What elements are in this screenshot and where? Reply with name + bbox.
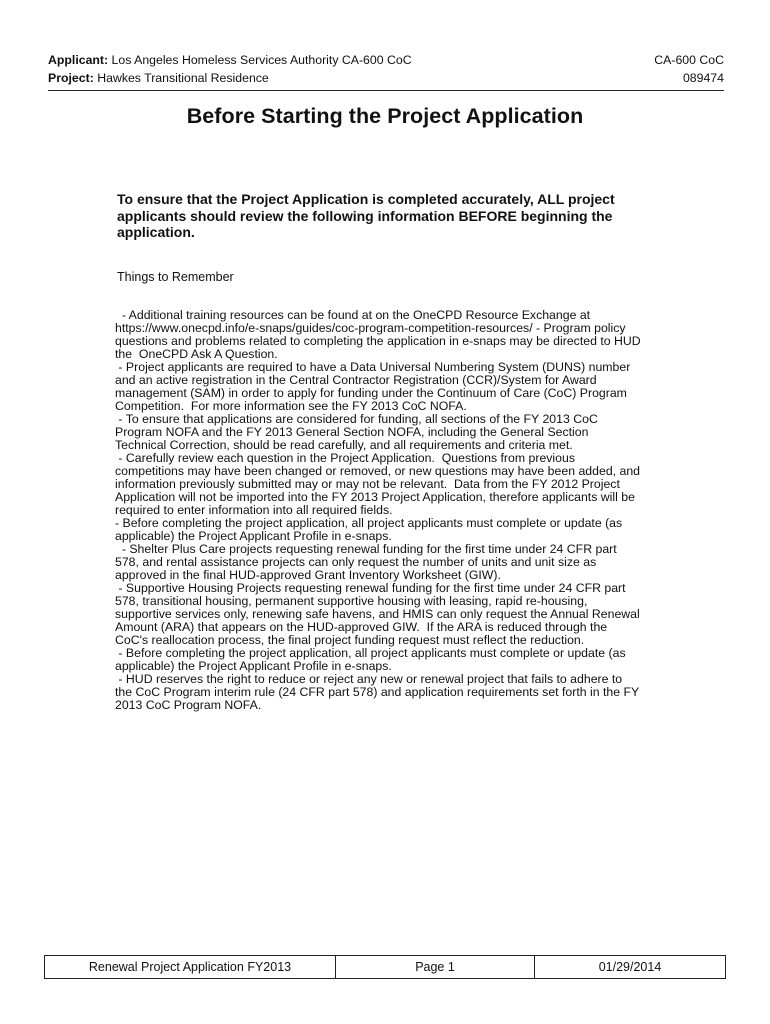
body-line: 578, transitional housing, permanent supportive housing with leasing, rapid re-housing, <box>115 594 588 608</box>
project-number: 089474 <box>682 71 724 85</box>
footer-form-name: Renewal Project Application FY2013 <box>45 956 336 978</box>
body-line: and an active registration in the Central Contractor Registration (CCR)/System for Award <box>115 373 597 387</box>
body-line: applicable) the Project Applicant Profile in e-snaps. <box>115 529 392 543</box>
intro-paragraph: To ensure that the Project Application is completed accurately, ALL project applicants should review the following information BEFORE beginning the application. <box>117 191 615 240</box>
project-value: Hawkes Transitional Residence <box>97 71 269 85</box>
body-line: - To ensure that applications are considered for funding, all sections of the FY 2013 CoC <box>115 412 598 426</box>
project-line <box>48 69 269 87</box>
footer-date: 01/29/2014 <box>598 960 662 974</box>
body-line: management (SAM) in order to apply for funding under the Continuum of Care (CoC) Program <box>115 386 627 400</box>
body-line: questions and problems related to completing the application in e-snaps may be directed to HUD <box>115 334 641 348</box>
body-line: - Shelter Plus Care projects requesting renewal funding for the first time under 24 CFR part <box>115 542 617 556</box>
body-line: - Before completing the project application, all project applicants must complete or update (as <box>115 516 623 530</box>
page-title: Before Starting the Project Application <box>186 104 584 128</box>
body-line: https://www.onecpd.info/e-snaps/guides/coc-program-competition-resources/ - Program policy <box>115 321 626 335</box>
applicant-line <box>48 51 412 69</box>
coc-code: CA-600 CoC <box>654 53 724 67</box>
body-line: information previously submitted may or may not be relevant. Data from the FY 2012 Project <box>115 477 620 491</box>
body-line: CoC's reallocation process, the final project funding request must reflect the reduction. <box>115 633 585 647</box>
instructions-body <box>115 309 660 712</box>
page-footer <box>44 955 726 979</box>
body-line: required to enter information into all required fields. <box>115 503 393 517</box>
applicant-value: Los Angeles Homeless Services Authority CA-600 CoC <box>111 53 412 67</box>
page-header <box>48 51 724 87</box>
body-line: - Supportive Housing Projects requesting renewal funding for the first time under 24 CFR part <box>115 581 626 595</box>
body-line: Application will not be imported into the FY 2013 Project Application, therefore applicants will be <box>115 490 635 504</box>
body-line: Competition. For more information see the FY 2013 CoC NOFA. <box>115 399 467 413</box>
body-line: - HUD reserves the right to reduce or reject any new or renewal project that fails to adhere to <box>115 672 623 686</box>
body-line: 578, and rental assistance projects can only request the number of units and unit size as <box>115 555 597 569</box>
footer-page-number: Page 1 <box>336 956 535 978</box>
applicant-label: Applicant: <box>48 53 109 67</box>
project-label: Project: <box>48 71 94 85</box>
body-line: Amount (ARA) that appears on the HUD-approved GIW. If the ARA is reduced through the <box>115 620 608 634</box>
body-line: applicable) the Project Applicant Profile in e-snaps. <box>115 659 392 673</box>
things-to-remember-heading: Things to Remember <box>117 270 234 284</box>
body-line: - Before completing the project application, all project applicants must complete or update (as <box>115 646 626 660</box>
body-line: 2013 CoC Program NOFA. <box>115 698 262 712</box>
body-line: Technical Correction, should be read carefully, and all requirements and criteria met. <box>115 438 573 452</box>
body-line: approved in the final HUD-approved Grant Inventory Worksheet (GIW). <box>115 568 501 582</box>
body-line: competitions may have been changed or removed, or new questions may have been added, and <box>115 464 641 478</box>
body-line: - Carefully review each question in the Project Application. Questions from previous <box>115 451 575 465</box>
body-line: the OneCPD Ask A Question. <box>115 347 278 361</box>
body-line: - Additional training resources can be found at on the OneCPD Resource Exchange at <box>115 308 591 322</box>
body-line: the CoC Program interim rule (24 CFR part 578) and application requirements set forth in the FY <box>115 685 640 699</box>
header-divider <box>48 90 724 91</box>
body-line: Program NOFA and the FY 2013 General Section NOFA, including the General Section <box>115 425 589 439</box>
body-line: - Project applicants are required to have a Data Universal Numbering System (DUNS) number <box>115 360 631 374</box>
body-line: supportive services only, renewing safe havens, and HMIS can only request the Annual Renewal <box>115 607 640 621</box>
